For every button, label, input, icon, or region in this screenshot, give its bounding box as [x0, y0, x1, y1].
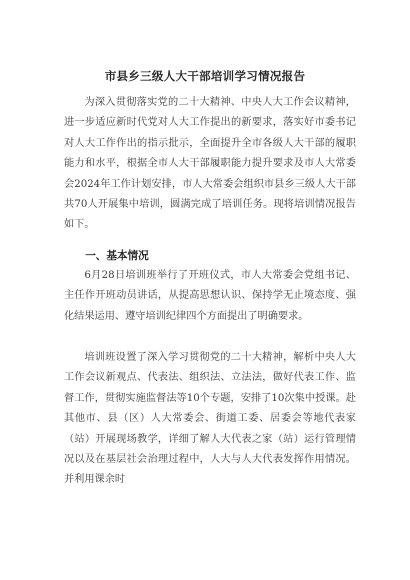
intro-paragraph: 为深入贯彻落实党的二十大精神、中央人大工作会议精神，进一步适应新时代党对人大工作提出的新要求，落实好市委书记对人大工作作出的指示批示，全面提升全市各级人大干部的履职能力和水平，根据全市人大干部履职能力提升要求及市人大常委会2024年工作计划安排，市人大常委会组织市县乡三级人大干部共70人开展集中培训，圆满完成了培训任务。现将培训情况报告如下。: [64, 97, 356, 231]
section-heading-basic-situation: 一、基本情况: [85, 250, 149, 262]
body-paragraph-opening-ceremony: 6月28日培训班举行了开班仪式，市人大常委会党组书记、主任作开班动员讲话，从提高思想认识、保持学无止境态度、强化结果运用、遵守培训纪律四个方面提出了明确要求。: [64, 270, 356, 322]
document-title: 市县乡三级人大干部培训学习情况报告: [104, 69, 306, 83]
body-paragraph-training-content: 培训班设置了深入学习贯彻党的二十大精神，解析中央人大工作会议新观点、代表法、组织法、立法法，做好代表工作、监督工作，贯彻实施监督法等10个专题，安排了10次集中授课。赴其他市、县（区）人大常委会、街道工委、居委会等地代表家（站）开展现场教学，详细了解人大代表之家（站）运行管理情况以及在基层社会治理过程中，人大与人大代表发挥作用情况。并利用课余时: [64, 352, 356, 486]
